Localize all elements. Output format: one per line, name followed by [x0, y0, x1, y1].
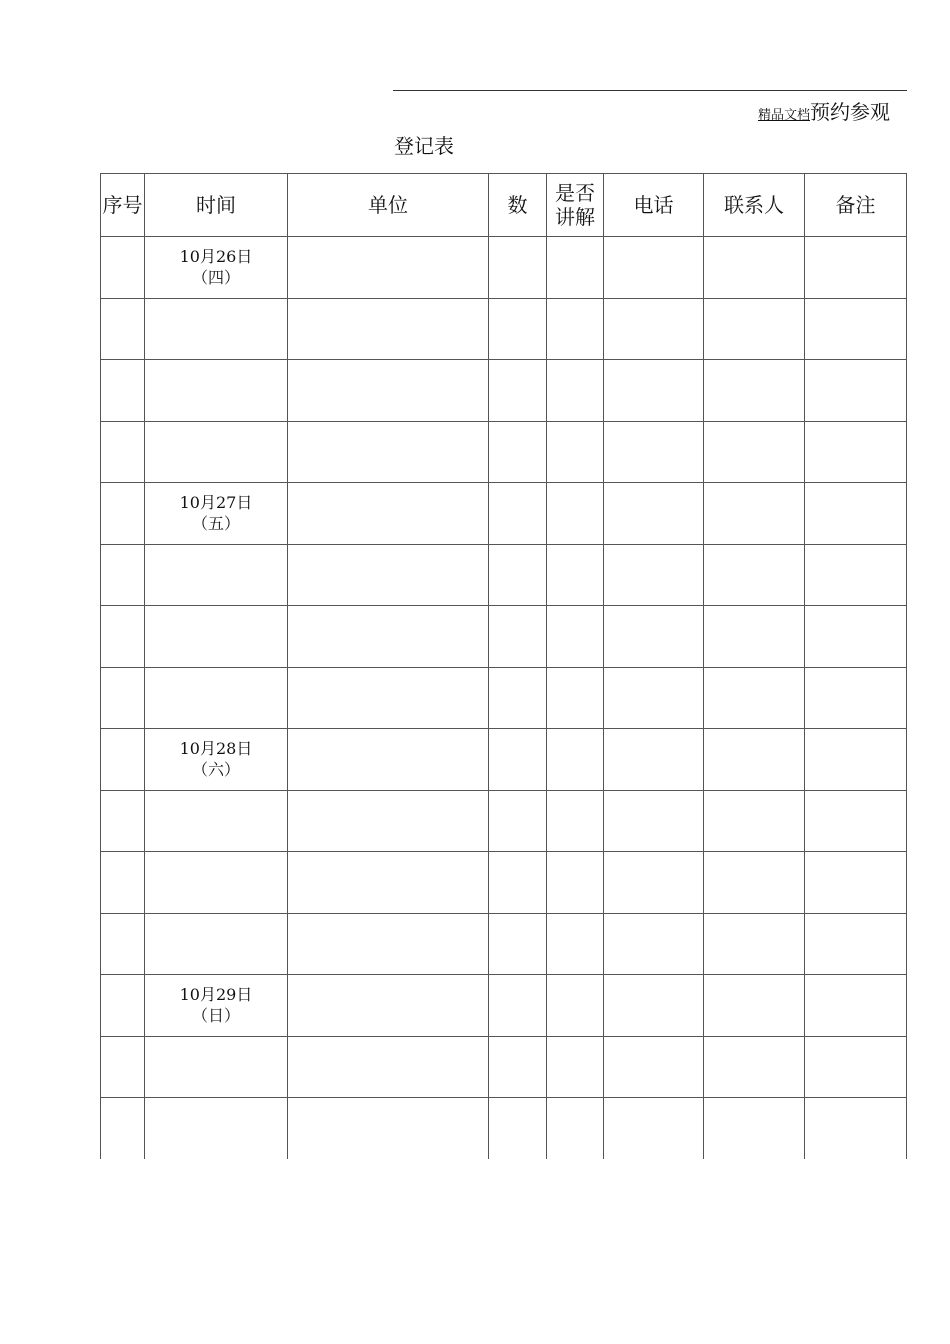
- cell-count[interactable]: [489, 606, 547, 668]
- cell-time: [145, 483, 288, 545]
- cell-count[interactable]: [489, 298, 547, 360]
- cell-time: [145, 975, 288, 1037]
- table-row: [101, 483, 907, 545]
- cell-seq[interactable]: [101, 298, 145, 360]
- table-row: [101, 544, 907, 606]
- header-rule: [393, 90, 907, 91]
- header-explain-line1: 是否: [555, 181, 595, 205]
- cell-unit[interactable]: [288, 729, 489, 791]
- cell-unit[interactable]: [288, 421, 489, 483]
- cell-unit[interactable]: [288, 1036, 489, 1098]
- table-row: [101, 790, 907, 852]
- cell-seq[interactable]: [101, 360, 145, 422]
- cell-explain[interactable]: [547, 1098, 604, 1159]
- cell-contact[interactable]: [704, 483, 805, 545]
- cell-time: [145, 729, 288, 791]
- cell-explain[interactable]: [547, 975, 604, 1037]
- cell-seq[interactable]: [101, 913, 145, 975]
- cell-remark[interactable]: [805, 544, 907, 606]
- header-remark: 备注: [805, 174, 907, 237]
- weekday-label: （日）: [191, 1006, 240, 1026]
- cell-time: [145, 667, 288, 729]
- cell-unit[interactable]: [288, 298, 489, 360]
- cell-remark[interactable]: [805, 1036, 907, 1098]
- table-row: [101, 975, 907, 1037]
- date-label: 10月28日: [179, 739, 253, 759]
- cell-phone[interactable]: [604, 298, 704, 360]
- cell-seq[interactable]: [101, 852, 145, 914]
- cell-seq[interactable]: [101, 1098, 145, 1159]
- table-row: [101, 667, 907, 729]
- cell-seq[interactable]: [101, 729, 145, 791]
- header-count: 数: [489, 174, 547, 237]
- cell-seq[interactable]: [101, 606, 145, 668]
- header-big-label: 预约参观: [810, 100, 890, 124]
- cell-contact[interactable]: [704, 237, 805, 299]
- cell-count[interactable]: [489, 1098, 547, 1159]
- header-explain: [547, 174, 604, 237]
- cell-seq[interactable]: [101, 975, 145, 1037]
- cell-count[interactable]: [489, 852, 547, 914]
- cell-remark[interactable]: [805, 360, 907, 422]
- cell-phone[interactable]: [604, 729, 704, 791]
- cell-phone[interactable]: [604, 360, 704, 422]
- cell-count[interactable]: [489, 729, 547, 791]
- cell-time: [145, 1098, 288, 1159]
- date-label: 10月26日: [179, 247, 253, 267]
- cell-phone[interactable]: [604, 483, 704, 545]
- cell-count[interactable]: [489, 913, 547, 975]
- cell-phone[interactable]: [604, 544, 704, 606]
- cell-unit[interactable]: [288, 975, 489, 1037]
- cell-phone[interactable]: [604, 1036, 704, 1098]
- cell-explain[interactable]: [547, 1036, 604, 1098]
- cell-seq[interactable]: [101, 483, 145, 545]
- table-row: [101, 237, 907, 299]
- cell-phone[interactable]: [604, 667, 704, 729]
- cell-phone[interactable]: [604, 913, 704, 975]
- cell-contact[interactable]: [704, 790, 805, 852]
- cell-time: [145, 237, 288, 299]
- cell-remark[interactable]: [805, 483, 907, 545]
- cell-time: [145, 298, 288, 360]
- cell-contact[interactable]: [704, 667, 805, 729]
- cell-explain[interactable]: [547, 298, 604, 360]
- cell-time: [145, 544, 288, 606]
- table-body: [101, 237, 907, 1159]
- table-row: [101, 298, 907, 360]
- cell-contact[interactable]: [704, 913, 805, 975]
- weekday-label: （四）: [191, 268, 240, 288]
- weekday-label: （六）: [191, 760, 240, 780]
- table-row: [101, 421, 907, 483]
- cell-count[interactable]: [489, 790, 547, 852]
- cell-phone[interactable]: [604, 1098, 704, 1159]
- cell-unit[interactable]: [288, 852, 489, 914]
- cell-time: [145, 852, 288, 914]
- cell-seq[interactable]: [101, 544, 145, 606]
- cell-count[interactable]: [489, 421, 547, 483]
- cell-phone[interactable]: [604, 852, 704, 914]
- cell-remark[interactable]: [805, 298, 907, 360]
- cell-contact[interactable]: [704, 1036, 805, 1098]
- cell-remark[interactable]: [805, 975, 907, 1037]
- cell-seq[interactable]: [101, 1036, 145, 1098]
- document-header: [758, 96, 890, 125]
- cell-explain[interactable]: [547, 913, 604, 975]
- cell-seq[interactable]: [101, 667, 145, 729]
- cell-contact[interactable]: [704, 729, 805, 791]
- cell-contact[interactable]: [704, 606, 805, 668]
- cell-explain[interactable]: [547, 360, 604, 422]
- cell-phone[interactable]: [604, 606, 704, 668]
- cell-remark[interactable]: [805, 421, 907, 483]
- cell-explain[interactable]: [547, 544, 604, 606]
- cell-time: [145, 1036, 288, 1098]
- cell-explain[interactable]: [547, 606, 604, 668]
- cell-count[interactable]: [489, 360, 547, 422]
- cell-unit[interactable]: [288, 1098, 489, 1159]
- header-contact: 联系人: [704, 174, 805, 237]
- header-unit: 单位: [288, 174, 489, 237]
- cell-count[interactable]: [489, 544, 547, 606]
- form-title: 登记表: [394, 134, 454, 158]
- cell-explain[interactable]: [547, 421, 604, 483]
- cell-contact[interactable]: [704, 421, 805, 483]
- cell-unit[interactable]: [288, 606, 489, 668]
- cell-unit[interactable]: [288, 790, 489, 852]
- cell-phone[interactable]: [604, 237, 704, 299]
- header-explain-line2: 讲解: [555, 205, 595, 229]
- cell-phone[interactable]: [604, 421, 704, 483]
- header-phone: 电话: [604, 174, 704, 237]
- table-row: [101, 729, 907, 791]
- table-row: [101, 360, 907, 422]
- cell-contact[interactable]: [704, 360, 805, 422]
- cell-contact[interactable]: [704, 298, 805, 360]
- header-time: 时间: [145, 174, 288, 237]
- table-header-row: [101, 174, 907, 237]
- cell-unit[interactable]: [288, 360, 489, 422]
- cell-contact[interactable]: [704, 975, 805, 1037]
- cell-count[interactable]: [489, 483, 547, 545]
- date-label: 10月29日: [179, 985, 253, 1005]
- registration-table: [100, 173, 907, 1159]
- cell-unit[interactable]: [288, 667, 489, 729]
- cell-seq[interactable]: [101, 237, 145, 299]
- header-small-label: 精品文档: [757, 108, 810, 123]
- cell-remark[interactable]: [805, 852, 907, 914]
- weekday-label: （五）: [191, 514, 240, 534]
- cell-remark[interactable]: [805, 667, 907, 729]
- cell-remark[interactable]: [805, 1098, 907, 1159]
- cell-time: [145, 421, 288, 483]
- cell-contact[interactable]: [704, 1098, 805, 1159]
- table-row: [101, 913, 907, 975]
- cell-phone[interactable]: [604, 790, 704, 852]
- cell-time: [145, 606, 288, 668]
- table-row: [101, 852, 907, 914]
- cell-unit[interactable]: [288, 483, 489, 545]
- cell-seq[interactable]: [101, 790, 145, 852]
- cell-explain[interactable]: [547, 483, 604, 545]
- cell-unit[interactable]: [288, 237, 489, 299]
- cell-phone[interactable]: [604, 975, 704, 1037]
- cell-time: [145, 913, 288, 975]
- cell-time: [145, 360, 288, 422]
- cell-remark[interactable]: [805, 729, 907, 791]
- cell-count[interactable]: [489, 975, 547, 1037]
- cell-remark[interactable]: [805, 237, 907, 299]
- table-row: [101, 606, 907, 668]
- table-row: [101, 1098, 907, 1159]
- cell-count[interactable]: [489, 237, 547, 299]
- date-label: 10月27日: [179, 493, 253, 513]
- cell-explain[interactable]: [547, 237, 604, 299]
- cell-seq[interactable]: [101, 421, 145, 483]
- cell-remark[interactable]: [805, 606, 907, 668]
- cell-remark[interactable]: [805, 913, 907, 975]
- cell-explain[interactable]: [547, 852, 604, 914]
- header-seq: 序号: [101, 174, 145, 237]
- table-row: [101, 1036, 907, 1098]
- cell-time: [145, 790, 288, 852]
- cell-remark[interactable]: [805, 790, 907, 852]
- cell-unit[interactable]: [288, 544, 489, 606]
- cell-count[interactable]: [489, 1036, 547, 1098]
- cell-contact[interactable]: [704, 852, 805, 914]
- cell-contact[interactable]: [704, 544, 805, 606]
- cell-unit[interactable]: [288, 913, 489, 975]
- cell-explain[interactable]: [547, 729, 604, 791]
- cell-count[interactable]: [489, 667, 547, 729]
- cell-explain[interactable]: [547, 667, 604, 729]
- cell-explain[interactable]: [547, 790, 604, 852]
